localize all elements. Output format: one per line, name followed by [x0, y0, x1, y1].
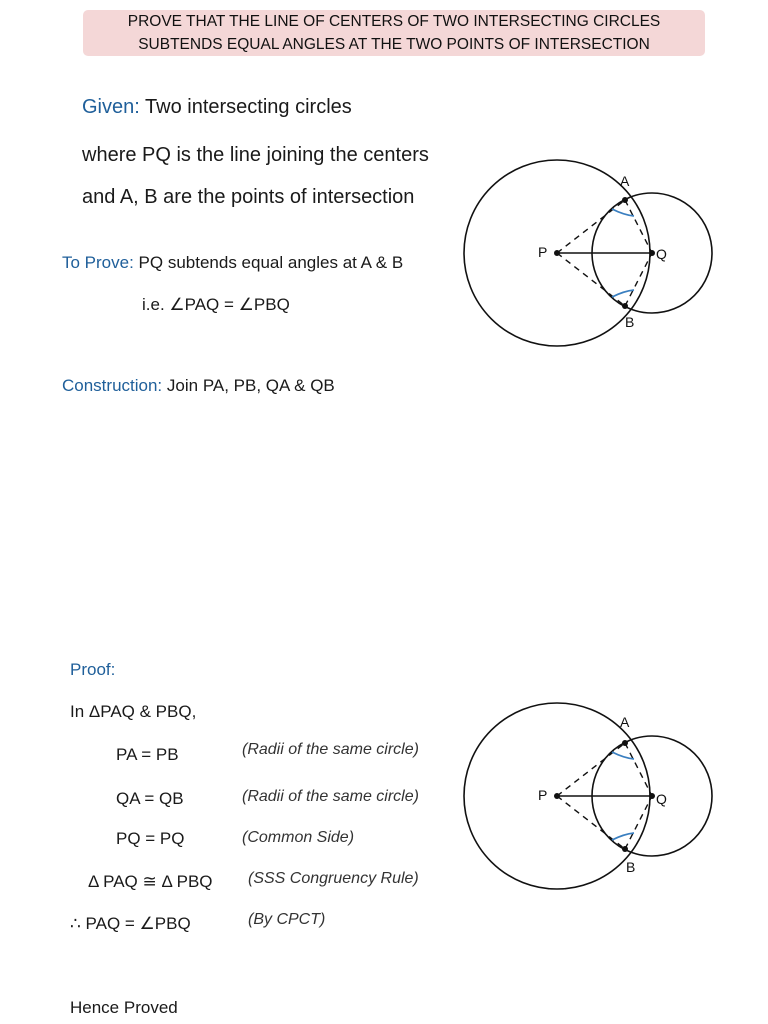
title-line-1: PROVE THAT THE LINE OF CENTERS OF TWO INTERSECTING CIRCLES — [127, 13, 661, 30]
proof-step-3-statement: PQ = PQ — [116, 829, 185, 848]
proof-step-3-reason: (Common Side) — [242, 829, 355, 846]
point-p — [554, 793, 560, 799]
label-a: A — [620, 714, 630, 730]
label-q: Q — [656, 791, 667, 807]
title-banner — [83, 10, 705, 56]
label-p: P — [538, 244, 548, 260]
given-label: Given: — [82, 96, 140, 118]
label-a: A — [620, 173, 630, 189]
to-prove-ie: i.e. ∠PAQ = ∠PBQ — [142, 295, 290, 314]
proof-step-2-statement: QA = QB — [116, 789, 184, 808]
construction-text: Join PA, PB, QA & QB — [166, 376, 335, 395]
proof-conclusion: Hence Proved — [70, 998, 178, 1017]
to-prove-text: PQ subtends equal angles at A & B — [138, 253, 404, 272]
proof-label: Proof: — [70, 660, 116, 679]
point-b — [622, 303, 628, 309]
line-pb — [557, 796, 625, 849]
given-text: Two intersecting circles — [145, 96, 352, 118]
proof-intro: In ΔPAQ & PBQ, — [70, 702, 197, 721]
diagram-top — [460, 165, 720, 350]
diagram-top-figure — [464, 160, 712, 346]
construction-heading — [62, 376, 335, 396]
given-line-3: and A, B are the points of intersection — [82, 186, 415, 208]
point-b — [622, 846, 628, 852]
proof-step-4-reason: (SSS Congruency Rule) — [248, 870, 419, 887]
proof-step-1-reason: (Radii of the same circle) — [242, 741, 419, 758]
point-p — [554, 250, 560, 256]
given-heading — [82, 96, 352, 119]
label-b: B — [625, 314, 635, 330]
point-q — [649, 793, 655, 799]
proof-step-5-statement: ∴ PAQ = ∠PBQ — [70, 914, 191, 933]
given-line-2: where PQ is the line joining the centers — [82, 144, 429, 166]
proof-step-4-statement: Δ PAQ ≅ Δ PBQ — [88, 872, 213, 891]
construction-label: Construction: — [62, 376, 163, 395]
proof-step-5-reason: (By CPCT) — [248, 911, 326, 928]
proof-step-1-statement: PA = PB — [116, 745, 179, 764]
line-pb — [557, 253, 625, 306]
to-prove-label: To Prove: — [62, 253, 134, 272]
diagram-bottom-figure — [464, 703, 712, 889]
line-pa — [557, 200, 625, 253]
label-b: B — [626, 859, 636, 875]
line-pa — [557, 743, 625, 796]
point-a — [622, 197, 628, 203]
point-q — [649, 250, 655, 256]
label-p: P — [538, 787, 548, 803]
proof-step-2-reason: (Radii of the same circle) — [242, 788, 419, 805]
title-line-2: SUBTENDS EQUAL ANGLES AT THE TWO POINTS OF INTERSECTION — [138, 36, 650, 53]
diagram-bottom — [460, 708, 720, 893]
to-prove-heading — [62, 253, 403, 273]
label-q: Q — [656, 246, 667, 262]
point-a — [622, 740, 628, 746]
